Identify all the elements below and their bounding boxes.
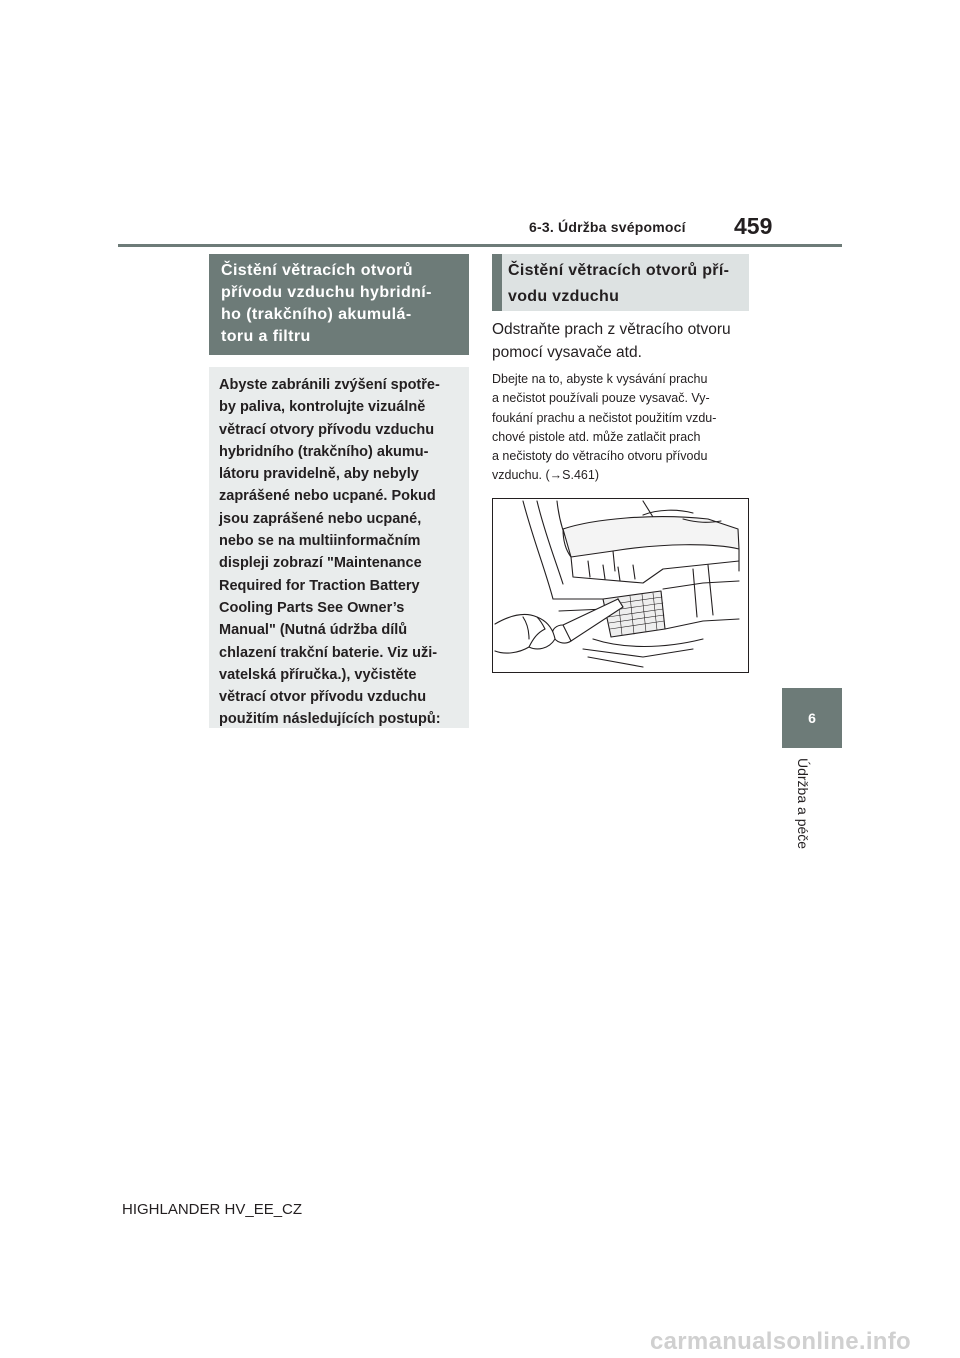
right-note	[492, 370, 716, 486]
page-number: 459	[734, 213, 773, 239]
right-heading-line: vodu vzduchu	[508, 288, 620, 305]
left-body-line: větrací otvor přívodu vzduchu	[219, 689, 427, 706]
note-line: Dbejte na to, abyste k vysávání prachu	[492, 372, 708, 386]
note-line: foukání prachu a nečistot použitím vzdu-	[492, 410, 717, 425]
chapter-title-vertical: Údržba a péče	[795, 758, 811, 850]
left-body-line: hybridního (trakčního) akumu-	[219, 443, 429, 460]
left-heading-line: ho (trakčního) akumulá-	[221, 306, 412, 323]
right-instruction	[492, 318, 731, 364]
left-body-line: displeji zobrazí "Maintenance	[219, 555, 422, 572]
model-code: HIGHLANDER HV_EE_CZ	[122, 1201, 303, 1218]
header-rule	[118, 244, 842, 247]
left-body-line: zaprášené nebo ucpané. Pokud	[219, 488, 436, 505]
left-body-line: nebo se na multiinformačním	[219, 533, 421, 550]
left-body-line: větrací otvory přívodu vzduchu	[219, 421, 435, 438]
note-line: chové pistole atd. může zatlačit prach	[492, 429, 701, 444]
left-body-line: Required for Traction Battery	[219, 577, 420, 594]
left-heading-line: toru a filtru	[221, 328, 311, 345]
note-line[interactable]: vzduchu. (→S.461)	[492, 468, 599, 483]
left-body-line: Manual" (Nutná údržba dílů	[219, 622, 408, 639]
left-heading-line: Čistění větracích otvorů	[221, 262, 413, 279]
watermark: carmanualsonline.info	[650, 1328, 912, 1355]
left-body-box	[209, 367, 469, 728]
right-heading-box	[492, 254, 749, 311]
left-body-line: chlazení trakční baterie. Viz uži-	[219, 644, 438, 661]
instruction-line: Odstraňte prach z větracího otvoru	[492, 321, 731, 338]
left-body-line: jsou zaprášené nebo ucpané,	[219, 510, 422, 527]
right-heading-line: Čistění větracích otvorů pří-	[508, 262, 730, 279]
left-body-line: by paliva, kontrolujte vizuálně	[219, 399, 426, 416]
left-body-line: vatelská příručka.), vyčistěte	[219, 666, 417, 683]
note-line: a nečistoty do větracího otvoru přívodu	[492, 449, 708, 464]
left-body-line: látoru pravidelně, aby nebyly	[219, 466, 419, 483]
chapter-tab[interactable]: 6	[782, 688, 842, 748]
left-body-line: Cooling Parts See Owner’s	[219, 599, 405, 616]
vacuum-illustration	[492, 498, 749, 673]
instruction-line: pomocí vysavače atd.	[492, 344, 642, 361]
left-body-line: použitím následujících postupů:	[219, 711, 441, 728]
left-heading-line: přívodu vzduchu hybridní-	[221, 284, 432, 301]
section-title: 6-3. Údržba svépomocí	[529, 219, 686, 235]
note-line: a nečistot používali pouze vysavač. Vy-	[492, 391, 710, 406]
left-heading-box	[209, 254, 469, 355]
left-body-line: Abyste zabránili zvýšení spotře-	[219, 377, 440, 393]
